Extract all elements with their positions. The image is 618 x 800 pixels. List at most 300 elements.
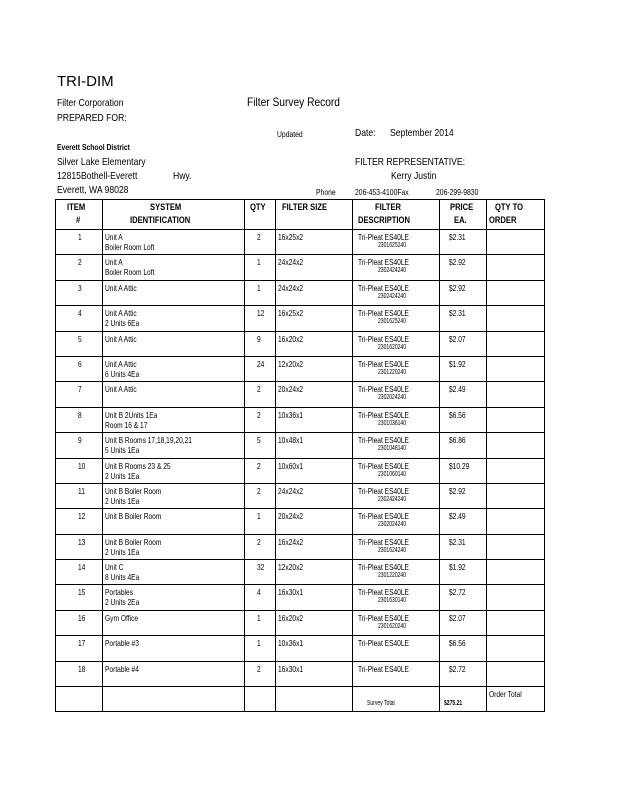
filter-description-cell bbox=[353, 458, 440, 483]
quantity-cell bbox=[245, 560, 276, 585]
table-row bbox=[56, 509, 545, 534]
filter-description-serial: 2302424240 bbox=[378, 292, 407, 300]
system-identification: Portable #3 bbox=[105, 638, 139, 649]
filter-size: 20x24x2 bbox=[278, 384, 304, 395]
quantity: 1 bbox=[257, 257, 261, 268]
qty-to-order-cell bbox=[487, 534, 545, 559]
unit-price-cell bbox=[440, 534, 487, 559]
filter-description: Tri-Pleat ES40LE bbox=[358, 282, 409, 293]
filter-size-cell bbox=[276, 560, 353, 585]
unit-price-cell bbox=[440, 331, 487, 356]
filter-description-serial: 2301630140 bbox=[378, 597, 407, 605]
filter-survey-table bbox=[55, 199, 545, 712]
item-number-cell bbox=[56, 230, 103, 255]
quantity: 2 bbox=[257, 460, 261, 471]
filter-description-cell bbox=[353, 356, 440, 381]
filter-description: Tri-Pleat ES40LE bbox=[358, 511, 409, 522]
item-number: 3 bbox=[78, 282, 82, 293]
filter-description: Tri-Pleat ES40LE bbox=[358, 358, 409, 369]
filter-description-serial: 2301625240 bbox=[378, 242, 407, 249]
company-subtitle: Filter Corporation bbox=[57, 97, 124, 109]
filter-size: 16x30x1 bbox=[278, 663, 304, 674]
item-number-cell bbox=[56, 382, 103, 407]
filter-size: 10x36x1 bbox=[278, 409, 304, 420]
unit-price: $2.31 bbox=[449, 308, 466, 319]
item-number-cell bbox=[56, 509, 103, 534]
filter-description-cell bbox=[353, 560, 440, 585]
item-number-cell bbox=[56, 407, 103, 432]
filter-description: Tri-Pleat ES40LE bbox=[358, 587, 409, 598]
unit-price: $6.56 bbox=[449, 409, 466, 420]
table-row bbox=[56, 636, 545, 661]
filter-description-cell bbox=[353, 509, 440, 534]
unit-price: $1.92 bbox=[449, 358, 466, 369]
company-name: TRI-DIM bbox=[57, 73, 114, 90]
system-identification: Unit B Rooms 17,18,19,20,21 bbox=[105, 435, 192, 446]
quantity: 1 bbox=[257, 612, 261, 623]
unit-price: $2.92 bbox=[449, 257, 466, 268]
filter-size: 20x24x2 bbox=[278, 511, 304, 522]
quantity-cell bbox=[245, 306, 276, 331]
filter-description-cell bbox=[353, 306, 440, 331]
filter-description-cell bbox=[353, 230, 440, 255]
unit-price: $1.92 bbox=[449, 562, 466, 573]
unit-price-cell bbox=[440, 407, 487, 432]
system-identification: Unit A Attic bbox=[105, 282, 137, 293]
unit-price-cell bbox=[440, 661, 487, 686]
address-hwy: Hwy. bbox=[173, 170, 192, 182]
table-row bbox=[56, 661, 545, 686]
filter-description-serial: 2301036140 bbox=[378, 419, 407, 427]
col-item-header: ITEM # bbox=[56, 200, 103, 230]
item-number-cell bbox=[56, 433, 103, 458]
filter-description-cell bbox=[353, 636, 440, 661]
table-row bbox=[56, 560, 545, 585]
table-header-row bbox=[56, 200, 545, 230]
item-number-cell bbox=[56, 534, 103, 559]
system-identification-cell bbox=[103, 230, 245, 255]
filter-description: Tri-Pleat ES40LE bbox=[358, 409, 409, 420]
system-identification-cell bbox=[103, 331, 245, 356]
item-number-cell bbox=[56, 560, 103, 585]
quantity-cell bbox=[245, 255, 276, 280]
table-row bbox=[56, 255, 545, 280]
filter-description-serial: 2301220240 bbox=[378, 368, 407, 376]
filter-description: Tri-Pleat ES40LE bbox=[358, 460, 409, 471]
filter-size: 12x20x2 bbox=[278, 562, 304, 573]
unit-price-cell bbox=[440, 636, 487, 661]
system-identification-line2: Room 16 & 17 bbox=[105, 419, 148, 430]
doc-title: Filter Survey Record bbox=[247, 95, 340, 109]
filter-size-cell bbox=[276, 509, 353, 534]
col-filter-desc-header: FILTER DESCRIPTION bbox=[353, 200, 440, 230]
qty-to-order-cell bbox=[487, 661, 545, 686]
unit-price: $2.72 bbox=[449, 587, 466, 598]
filter-size-cell bbox=[276, 407, 353, 432]
system-identification-cell bbox=[103, 483, 245, 508]
filter-size-cell bbox=[276, 255, 353, 280]
filter-description-serial: 2302024240 bbox=[378, 521, 407, 529]
filter-description-serial: 2301048140 bbox=[378, 445, 407, 453]
filter-description-serial: 2301620240 bbox=[378, 622, 407, 630]
col-qty-header: QTY bbox=[245, 200, 276, 230]
unit-price-cell bbox=[440, 356, 487, 381]
filter-description-serial: 2301620240 bbox=[378, 343, 407, 351]
unit-price: $2.92 bbox=[449, 282, 466, 293]
system-identification: Unit B 2Units 1Ea bbox=[105, 409, 158, 420]
filter-description: Tri-Pleat ES40LE bbox=[358, 485, 409, 496]
filter-size: 12x20x2 bbox=[278, 358, 304, 369]
item-number: 16 bbox=[78, 612, 86, 623]
quantity-cell bbox=[245, 610, 276, 635]
item-number: 10 bbox=[78, 460, 86, 471]
system-identification-line2: 5 Units 1Ea bbox=[105, 445, 140, 456]
updated-label: Updated bbox=[277, 129, 303, 139]
unit-price-cell bbox=[440, 306, 487, 331]
filter-description-serial: 2301220240 bbox=[378, 572, 407, 580]
filter-description: Tri-Pleat ES40LE bbox=[358, 536, 409, 547]
unit-price-cell bbox=[440, 382, 487, 407]
item-number: 8 bbox=[78, 409, 82, 420]
qty-to-order-cell bbox=[487, 560, 545, 585]
system-identification-cell bbox=[103, 534, 245, 559]
quantity: 9 bbox=[257, 333, 261, 344]
unit-price-cell bbox=[440, 483, 487, 508]
filter-size: 16x24x2 bbox=[278, 536, 304, 547]
quantity: 12 bbox=[257, 308, 265, 319]
unit-price: $2.07 bbox=[449, 333, 466, 344]
quantity: 5 bbox=[257, 435, 261, 446]
qty-to-order-cell bbox=[487, 356, 545, 381]
unit-price: $2.72 bbox=[449, 663, 466, 674]
qty-to-order-cell bbox=[487, 585, 545, 610]
system-identification-cell bbox=[103, 356, 245, 381]
item-number-cell bbox=[56, 356, 103, 381]
filter-description: Tri-Pleat ES40LE bbox=[358, 308, 409, 319]
qty-to-order-cell bbox=[487, 636, 545, 661]
district-name: Everett School District bbox=[57, 142, 130, 152]
system-identification: Unit B Boiler Room bbox=[105, 511, 162, 522]
system-identification: Portables bbox=[105, 587, 134, 598]
item-number-cell bbox=[56, 306, 103, 331]
item-number: 9 bbox=[78, 435, 82, 446]
unit-price-cell bbox=[440, 610, 487, 635]
city-line: Everett, WA 98028 bbox=[57, 184, 129, 196]
quantity-cell bbox=[245, 331, 276, 356]
filter-size-cell bbox=[276, 610, 353, 635]
filter-size-cell bbox=[276, 636, 353, 661]
filter-description: Tri-Pleat ES40LE bbox=[358, 435, 409, 446]
filter-description-cell bbox=[353, 255, 440, 280]
system-identification: Unit A Attic bbox=[105, 333, 137, 344]
filter-size: 10x48x1 bbox=[278, 435, 304, 446]
filter-size: 10x60x1 bbox=[278, 460, 304, 471]
item-number-cell bbox=[56, 280, 103, 305]
system-identification-cell bbox=[103, 306, 245, 331]
system-identification-line2: Boiler Room Loft bbox=[105, 267, 155, 278]
system-identification-line2: 6 Units 4Ea bbox=[105, 368, 140, 379]
unit-price-cell bbox=[440, 230, 487, 255]
filter-description-cell bbox=[353, 382, 440, 407]
unit-price: $2.31 bbox=[449, 232, 466, 242]
system-identification-cell bbox=[103, 661, 245, 686]
filter-size: 10x36x1 bbox=[278, 638, 304, 649]
unit-price: $2.31 bbox=[449, 536, 466, 547]
item-number: 1 bbox=[78, 232, 82, 242]
item-number-cell bbox=[56, 331, 103, 356]
system-identification-line2: 2 Units 1Ea bbox=[105, 546, 140, 557]
qty-to-order-cell bbox=[487, 230, 545, 255]
system-identification-cell bbox=[103, 433, 245, 458]
unit-price: $6.86 bbox=[449, 435, 466, 446]
col-system-header: SYSTEM IDENTIFICATION bbox=[103, 200, 245, 230]
item-number-cell bbox=[56, 661, 103, 686]
system-identification-cell bbox=[103, 280, 245, 305]
system-identification-cell bbox=[103, 610, 245, 635]
qty-to-order-cell bbox=[487, 280, 545, 305]
filter-size-cell bbox=[276, 331, 353, 356]
system-identification: Unit B Rooms 23 & 25 bbox=[105, 460, 171, 471]
quantity-cell bbox=[245, 585, 276, 610]
system-identification-line2: 2 Units 6Ea bbox=[105, 318, 140, 329]
filter-description-cell bbox=[353, 610, 440, 635]
quantity-cell bbox=[245, 382, 276, 407]
col-price-header: PRICE EA. bbox=[440, 200, 487, 230]
filter-description-cell bbox=[353, 661, 440, 686]
prepared-for-label: PREPARED FOR: bbox=[57, 112, 127, 124]
filter-size-cell bbox=[276, 280, 353, 305]
unit-price: $2.92 bbox=[449, 485, 466, 496]
item-number: 4 bbox=[78, 308, 82, 319]
system-identification: Unit B Boiler Room bbox=[105, 536, 162, 547]
quantity: 32 bbox=[257, 562, 265, 573]
quantity: 4 bbox=[257, 587, 261, 598]
system-identification: Unit A bbox=[105, 257, 123, 268]
quantity-cell bbox=[245, 407, 276, 432]
quantity: 1 bbox=[257, 511, 261, 522]
qty-to-order-cell bbox=[487, 331, 545, 356]
filter-size: 16x20x2 bbox=[278, 612, 304, 623]
quantity-cell bbox=[245, 509, 276, 534]
unit-price-cell bbox=[440, 585, 487, 610]
order-total-label: Order Total bbox=[489, 689, 522, 700]
filter-size-cell bbox=[276, 382, 353, 407]
filter-description-serial: 2302424240 bbox=[378, 267, 407, 275]
filter-description-serial: 2301060140 bbox=[378, 470, 407, 478]
table-row bbox=[56, 610, 545, 635]
filter-description-cell bbox=[353, 433, 440, 458]
item-number: 6 bbox=[78, 358, 82, 369]
item-number-cell bbox=[56, 585, 103, 610]
item-number: 15 bbox=[78, 587, 86, 598]
col-order-header: QTY TO ORDER bbox=[487, 200, 545, 230]
filter-description-cell bbox=[353, 331, 440, 356]
filter-description-cell bbox=[353, 280, 440, 305]
filter-description: Tri-Pleat ES40LE bbox=[358, 257, 409, 268]
unit-price: $2.49 bbox=[449, 511, 466, 522]
table-row bbox=[56, 483, 545, 508]
qty-to-order-cell bbox=[487, 433, 545, 458]
qty-to-order-cell bbox=[487, 255, 545, 280]
system-identification: Unit A Attic bbox=[105, 358, 137, 369]
system-identification: Portable #4 bbox=[105, 663, 139, 674]
unit-price-cell bbox=[440, 458, 487, 483]
filter-description-serial: 2301625240 bbox=[378, 318, 407, 326]
filter-size-cell bbox=[276, 585, 353, 610]
table-row bbox=[56, 534, 545, 559]
rep-name: Kerry Justin bbox=[391, 170, 437, 182]
phone-label: Phone bbox=[316, 187, 336, 197]
quantity: 2 bbox=[257, 663, 261, 674]
filter-description-cell bbox=[353, 534, 440, 559]
qty-to-order-cell bbox=[487, 407, 545, 432]
item-number: 7 bbox=[78, 384, 82, 395]
filter-size-cell bbox=[276, 356, 353, 381]
system-identification: Unit B Boiler Room bbox=[105, 485, 162, 496]
table-row bbox=[56, 433, 545, 458]
system-identification-line2: 2 Units 2Ea bbox=[105, 597, 140, 608]
table-row bbox=[56, 280, 545, 305]
school-name: Silver Lake Elementary bbox=[57, 156, 146, 168]
table-row bbox=[56, 458, 545, 483]
filter-description-cell bbox=[353, 483, 440, 508]
survey-total-label: Survey Total bbox=[367, 700, 395, 708]
rep-label: FILTER REPRESENTATIVE: bbox=[355, 156, 466, 168]
quantity-cell bbox=[245, 230, 276, 255]
quantity: 2 bbox=[257, 536, 261, 547]
item-number: 13 bbox=[78, 536, 86, 547]
system-identification-cell bbox=[103, 382, 245, 407]
item-number-cell bbox=[56, 483, 103, 508]
filter-size: 16x25x2 bbox=[278, 232, 304, 242]
table-row bbox=[56, 331, 545, 356]
system-identification: Unit A bbox=[105, 232, 123, 242]
phone-secondary: 206-299-9830 bbox=[436, 187, 479, 197]
system-identification-cell bbox=[103, 458, 245, 483]
unit-price-cell bbox=[440, 509, 487, 534]
totals-row bbox=[56, 687, 545, 712]
item-number: 5 bbox=[78, 333, 82, 344]
quantity-cell bbox=[245, 636, 276, 661]
system-identification-cell bbox=[103, 255, 245, 280]
qty-to-order-cell bbox=[487, 610, 545, 635]
table-row bbox=[56, 382, 545, 407]
filter-size: 24x24x2 bbox=[278, 282, 304, 293]
qty-to-order-cell bbox=[487, 509, 545, 534]
filter-size-cell bbox=[276, 433, 353, 458]
system-identification: Unit A Attic bbox=[105, 308, 137, 319]
item-number: 2 bbox=[78, 257, 82, 268]
system-identification-cell bbox=[103, 560, 245, 585]
filter-size-cell bbox=[276, 661, 353, 686]
address-line: 12815Bothell-Everett bbox=[57, 170, 138, 182]
filter-size: 16x25x2 bbox=[278, 308, 304, 319]
quantity: 24 bbox=[257, 358, 265, 369]
table-row bbox=[56, 306, 545, 331]
col-filter-size-header: FILTER SIZE bbox=[276, 200, 353, 230]
system-identification-line2: 2 Units 1Ea bbox=[105, 495, 140, 506]
item-number-cell bbox=[56, 255, 103, 280]
quantity: 2 bbox=[257, 409, 261, 420]
unit-price-cell bbox=[440, 255, 487, 280]
date-label: Date: bbox=[355, 127, 376, 139]
filter-size: 24x24x2 bbox=[278, 257, 304, 268]
qty-to-order-cell bbox=[487, 458, 545, 483]
phone-fax: 206-453-4100Fax bbox=[355, 187, 409, 197]
quantity: 2 bbox=[257, 232, 261, 242]
filter-size-cell bbox=[276, 306, 353, 331]
unit-price: $6.56 bbox=[449, 638, 466, 649]
item-number: 14 bbox=[78, 562, 86, 573]
qty-to-order-cell bbox=[487, 382, 545, 407]
unit-price-cell bbox=[440, 280, 487, 305]
quantity: 2 bbox=[257, 485, 261, 496]
system-identification-cell bbox=[103, 636, 245, 661]
system-identification-cell bbox=[103, 585, 245, 610]
filter-size: 24x24x2 bbox=[278, 485, 304, 496]
survey-total-value: $275.21 bbox=[444, 700, 463, 708]
item-number: 18 bbox=[78, 663, 86, 674]
filter-size-cell bbox=[276, 483, 353, 508]
quantity: 1 bbox=[257, 282, 261, 293]
filter-size: 16x30x1 bbox=[278, 587, 304, 598]
system-identification-cell bbox=[103, 407, 245, 432]
filter-description: Tri-Pleat ES40LE bbox=[358, 638, 409, 649]
unit-price: $2.07 bbox=[449, 612, 466, 623]
filter-description-serial: 2302424240 bbox=[378, 495, 407, 503]
system-identification: Unit C bbox=[105, 562, 124, 573]
item-number-cell bbox=[56, 610, 103, 635]
item-number: 17 bbox=[78, 638, 86, 649]
table-row bbox=[56, 230, 545, 255]
table-row bbox=[56, 407, 545, 432]
date-value: September 2014 bbox=[390, 127, 454, 139]
filter-description: Tri-Pleat ES40LE bbox=[358, 562, 409, 573]
quantity: 2 bbox=[257, 384, 261, 395]
quantity-cell bbox=[245, 280, 276, 305]
filter-size: 16x20x2 bbox=[278, 333, 304, 344]
filter-description-serial: 2301624240 bbox=[378, 546, 407, 554]
unit-price-cell bbox=[440, 560, 487, 585]
unit-price: $10.29 bbox=[449, 460, 470, 471]
system-identification-line2: 8 Units 4Ea bbox=[105, 572, 140, 583]
system-identification-line2: Boiler Room Loft bbox=[105, 242, 155, 252]
quantity-cell bbox=[245, 356, 276, 381]
item-number-cell bbox=[56, 458, 103, 483]
filter-size-cell bbox=[276, 230, 353, 255]
filter-description-serial: 2302024240 bbox=[378, 394, 407, 402]
filter-size-cell bbox=[276, 534, 353, 559]
item-number: 11 bbox=[78, 485, 85, 496]
table-row bbox=[56, 585, 545, 610]
quantity-cell bbox=[245, 458, 276, 483]
system-identification: Gym Office bbox=[105, 612, 139, 623]
filter-description: Tri-Pleat ES40LE bbox=[358, 232, 409, 242]
filter-size-cell bbox=[276, 458, 353, 483]
unit-price: $2.49 bbox=[449, 384, 466, 395]
item-number: 12 bbox=[78, 511, 86, 522]
quantity-cell bbox=[245, 661, 276, 686]
quantity: 1 bbox=[257, 638, 261, 649]
system-identification-line2: 2 Units 1Ea bbox=[105, 470, 140, 481]
unit-price-cell bbox=[440, 433, 487, 458]
quantity-cell bbox=[245, 534, 276, 559]
qty-to-order-cell bbox=[487, 306, 545, 331]
filter-description-cell bbox=[353, 585, 440, 610]
filter-description: Tri-Pleat ES40LE bbox=[358, 384, 409, 395]
filter-description: Tri-Pleat ES40LE bbox=[358, 663, 409, 674]
quantity-cell bbox=[245, 433, 276, 458]
